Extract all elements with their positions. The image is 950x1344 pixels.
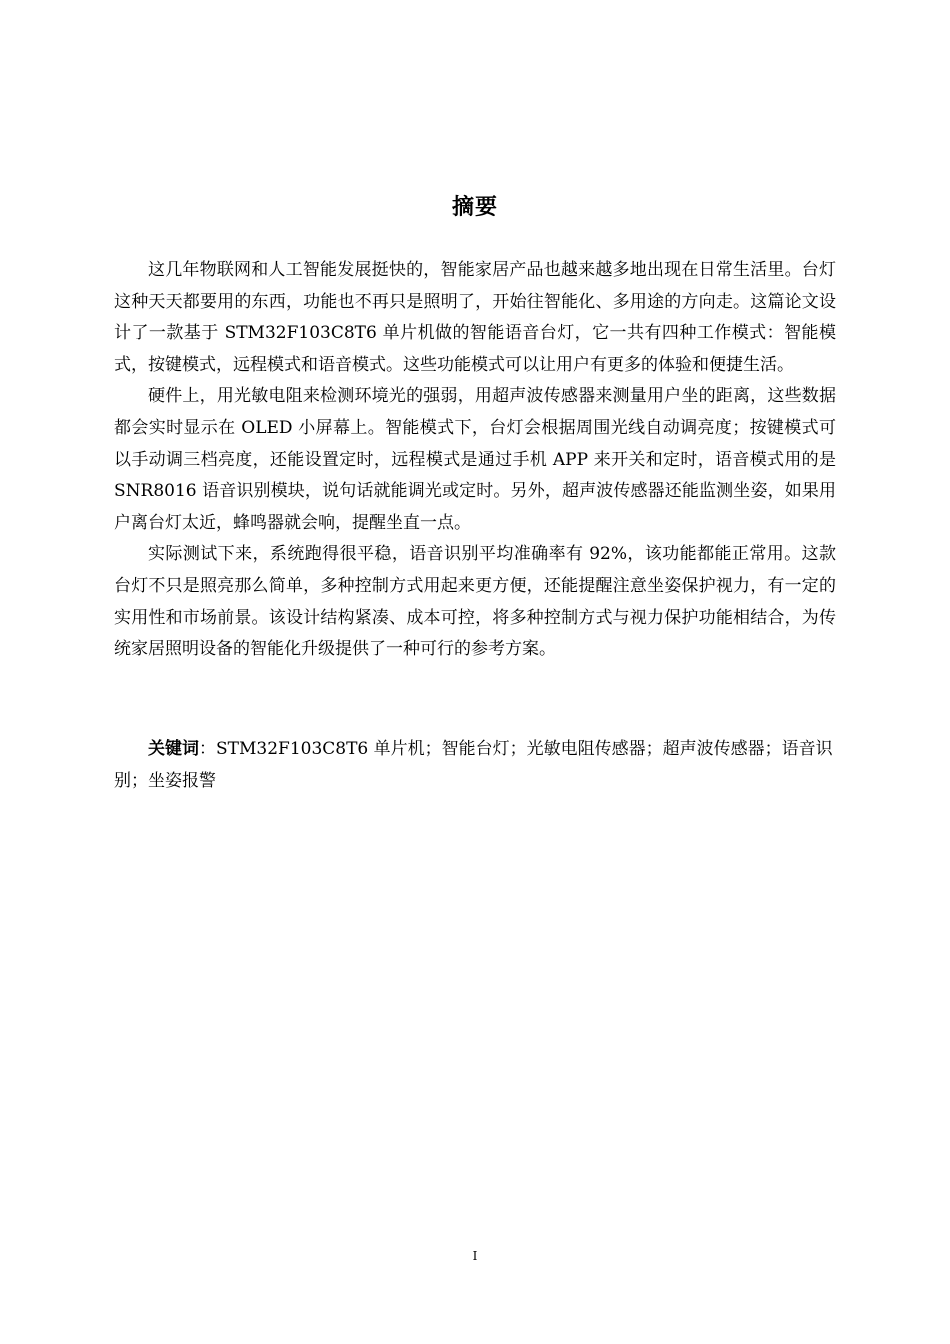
abstract-body	[114, 255, 836, 666]
paragraph-3: 实际测试下来，系统跑得很平稳，语音识别平均准确率有 92%，该功能都能正常用。这款台灯不只是照亮那么简单，多种控制方式用起来更方便，还能提醒注意坐姿保护视力，有一定的实用性和市场前景。该设计结构紧凑、成本可控，将多种控制方式与视力保护功能相结合，为传统家居照明设备的智能化升级提供了一种可行的参考方案。	[114, 544, 836, 660]
abstract-title: 摘要	[451, 195, 498, 220]
page-number: I	[472, 1249, 478, 1263]
keywords-label: 关键词	[148, 739, 199, 759]
keywords-line	[114, 734, 836, 797]
keywords-text: ：STM32F103C8T6 单片机；智能台灯；光敏电阻传感器；超声波传感器；语音识别；坐姿报警	[114, 739, 833, 791]
paragraph-2: 硬件上，用光敏电阻来检测环境光的强弱，用超声波传感器来测量用户坐的距离，这些数据都会实时显示在 OLED 小屏幕上。智能模式下，台灯会根据周围光线自动调亮度；按键模式可以手动调三档亮度，还能设置定时，远程模式是通过手机 APP 来开关和定时，语音模式用的是 SNR8016 语音识别模块，说句话就能调光或定时。另外，超声波传感器还能监测坐姿，如果用户离台灯太近，蜂鸣器就会响，提醒坐直一点。	[114, 386, 836, 533]
paragraph-1: 这几年物联网和人工智能发展挺快的，智能家居产品也越来越多地出现在日常生活里。台灯这种天天都要用的东西，功能也不再只是照明了，开始往智能化、多用途的方向走。这篇论文设计了一款基于 STM32F103C8T6 单片机做的智能语音台灯，它一共有四种工作模式：智能模式，按键模式，远程模式和语音模式。这些功能模式可以让用户有更多的体验和便捷生活。	[114, 260, 836, 375]
